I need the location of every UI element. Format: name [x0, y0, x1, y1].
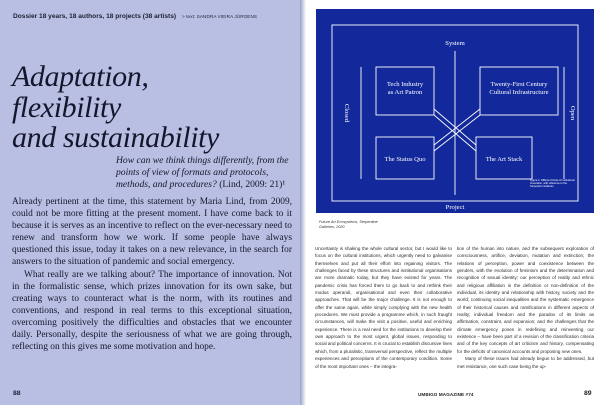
- label-system: System: [445, 40, 465, 47]
- label-tl-1: Tech Industry: [386, 81, 424, 88]
- paragraph: tion of the human into nature, and the subsequent exploration of consciousness, artifice, deviation, mutation and extinction; the relations of perception, power and coexistence between the genders, with the evolution of feminism and the determination and recognition of sexual identity; our perception of reality and ethnic and religious affiliation in the definition or non-definition of the individual, its identity and relationship with history, society and the world; continuing social inequalities and the systematic emergence of their historical causes and ramifications in different aspects of reality; individual freedom and the paradox of its limits as affirmation, constraint, and expansion; and the challenges that the climate emergency poses in redefining and reinventing our existence – have been part of a revision of the classification criteria and of the key concepts of art criticism and history, compensating for the deficits of canonical accounts and proposing new ones.: [457, 246, 594, 354]
- label-closed: Closed: [343, 103, 350, 123]
- paragraph: Uncertainty is shaking the whole cultural sector, but I would like to focus on the cultural institutions, which urgently need to galvanise themselves and put all their effort into regaining visitors. The challenges faced by these structures and institutional organisations are more dramatic today, but they have existed for years. The pandemic crisis has forced them to go back to and rethink their modus operandi, organisational and even their collaborative approaches. That will be the major challenge. It is not enough to offer the same again, while simply complying with the new health procedures. We must provide a programme which, in such fraught circumstances, will make the visit a positive, useful and enriching experience. There is a real need for the institutions to develop their own approach to the most urgent, global issues, responding to social and political concerns. It is crucial to establish discursive lines which, from a pluralistic, transversal perspective, reflect the multiple experiences and perceptions of the contemporary condition. Some of the most important ones – the integra-: [315, 246, 452, 369]
- dossier-header: Dossier 18 years, 18 authors, 18 projects (38 artists): [13, 13, 177, 20]
- quote-text: How can we think things differently, from the points of view of formats and protocols, methods, and procedures?: [116, 155, 289, 190]
- paragraph: What really are we talking about? The importance of innovation. Not in the formalistic sense, which prizes innovation for its own sake, but creating ways to counteract what is the norm, with its routines and conventions, and respond in real terms to this exceptional situation, overcoming positively the difficulties and obstacles that we encounter daily. Personally, despite the seriousness of what we are going through, reflecting on this gives me some motivation and hope.: [12, 269, 292, 353]
- body-column-2: [457, 245, 594, 370]
- label-tl-2: as Art Patron: [387, 89, 423, 96]
- title-line: Adaptation,: [12, 60, 149, 93]
- figure-caption: Future Art Ecosystems, Serpentine Galleries, 2020: [319, 220, 378, 229]
- inset-note: Figure 1: Different Kinds of Institutional Innovation, with reference to the Serpentine Galleries: [530, 179, 575, 189]
- right-page: [306, 0, 600, 405]
- diagram-svg: [316, 9, 594, 213]
- body-text-left: [12, 196, 292, 353]
- label-project: Project: [445, 204, 465, 211]
- page-number-right: 89: [584, 390, 592, 397]
- quote-source: (Lind, 2009: 21)¹: [219, 178, 286, 190]
- title-line: and sustainability: [12, 121, 219, 154]
- author-prefix: > text:: [182, 14, 196, 19]
- magazine-footer: UMBIGO MAGAZINE #74: [418, 392, 474, 397]
- paragraph: Already pertinent at the time, this statement by Maria Lind, from 2009, could not be more fitting at the present moment. I have come back to it because it is serves as an incentive to reflect on the ever-necessary need to renew and transform how we work. If some people have always questioned this issue, today it takes on a new relevance, in the search for answers to the situation of pandemic and social emergency.: [12, 197, 292, 268]
- author-credit: [182, 14, 257, 20]
- title-line: flexibility: [12, 90, 121, 124]
- article-title: [12, 62, 292, 154]
- author-name: SANDRA VIEIRA JÜRGENS: [196, 14, 258, 19]
- label-open: Open: [569, 105, 576, 121]
- body-column-1: [315, 245, 452, 370]
- label-bl: The Status Quo: [384, 156, 426, 163]
- pull-quote: [116, 155, 296, 190]
- paragraph: Many of these issues had already begun to be addressed, but met resistance, one such case being the up-: [457, 356, 594, 369]
- ecosystem-diagram: [316, 9, 594, 213]
- page-number-left: 88: [13, 390, 21, 397]
- label-tr-1: Twenty-First Century: [490, 81, 548, 88]
- label-br: The Art Stack: [485, 156, 523, 163]
- label-tr-2: Cultural Infrastructure: [489, 89, 549, 96]
